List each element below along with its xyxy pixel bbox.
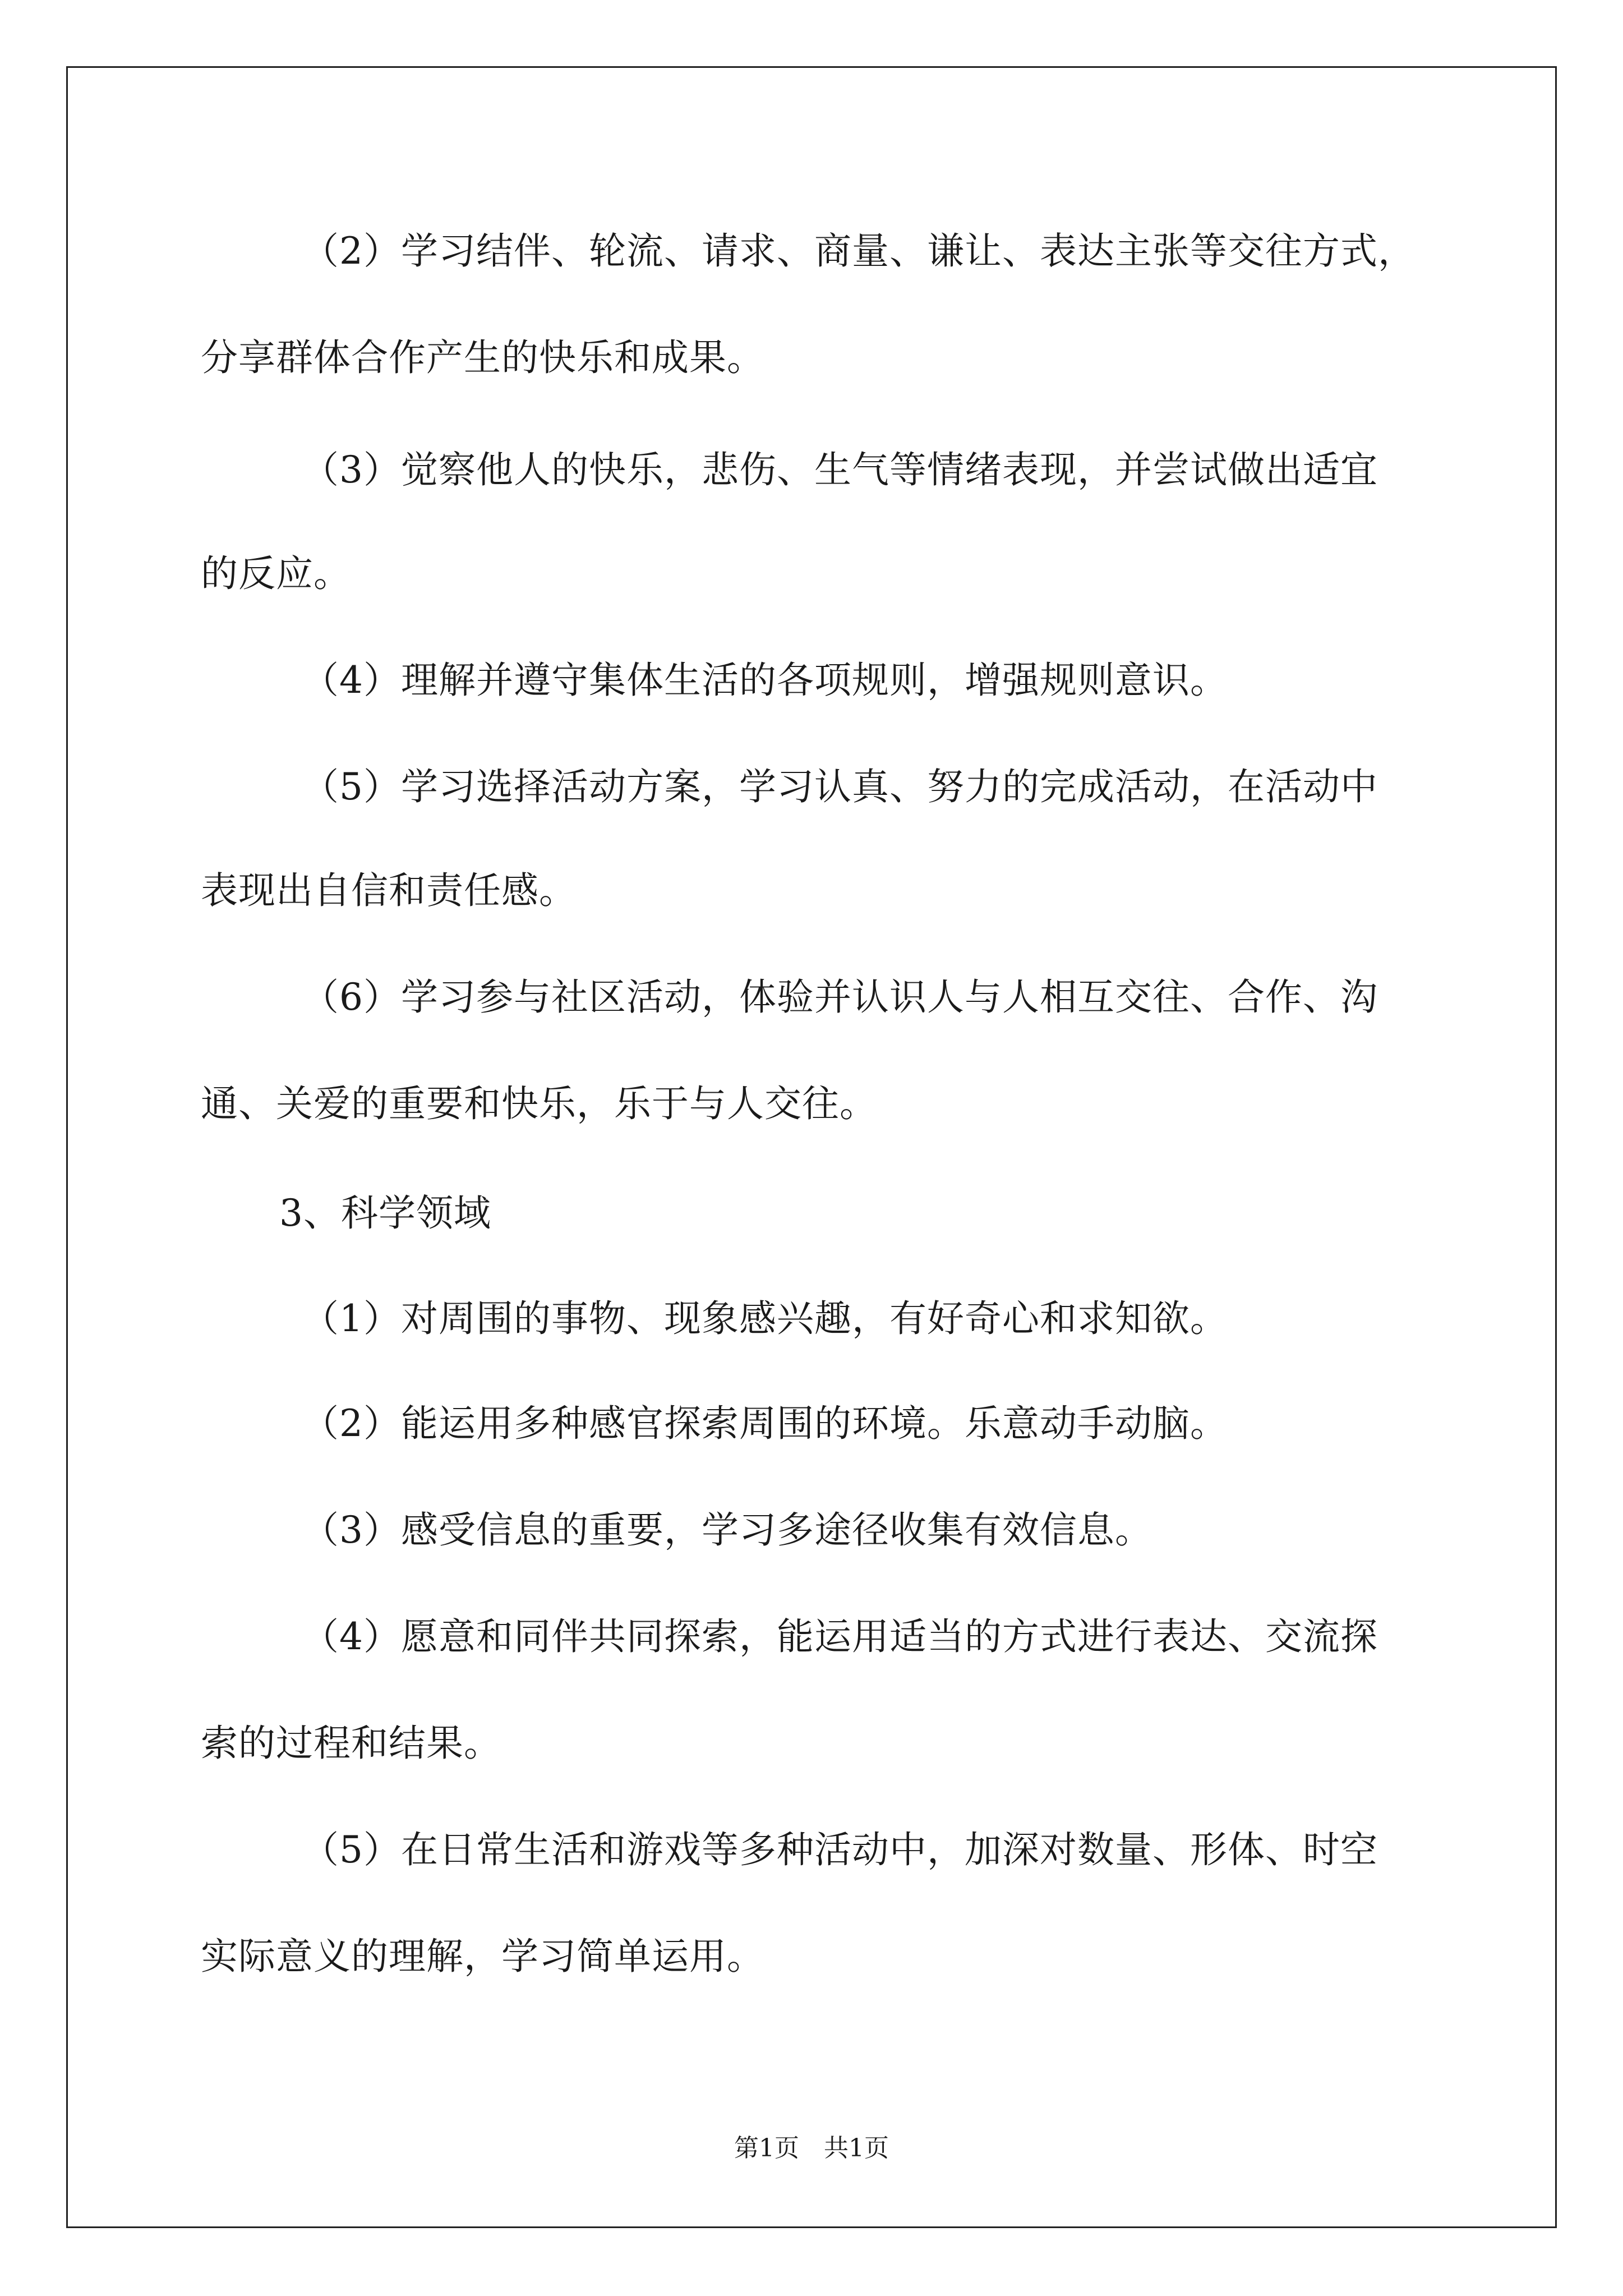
paragraph-line: （4）理解并遵守集体生活的各项规则，增强规则意识。 <box>302 659 1228 702</box>
paragraph-line: 索的过程和结果。 <box>201 1722 501 1765</box>
paragraph-line: （5）在日常生活和游戏等多种活动中，加深对数量、形体、时空 <box>302 1828 1378 1871</box>
paragraph-line: （2）学习结伴、轮流、请求、商量、谦让、表达主张等交往方式， <box>302 229 1415 273</box>
paragraph-line: 分享群体合作产生的快乐和成果。 <box>201 336 764 379</box>
page-border <box>66 66 1557 2228</box>
paragraph-line: （2）能运用多种感官探索周围的环境。乐意动手动脑。 <box>302 1402 1228 1445</box>
page-footer: 第1页 共1页 <box>734 2134 889 2162</box>
paragraph-line: （3）感受信息的重要，学习多途径收集有效信息。 <box>302 1508 1152 1552</box>
paragraph-line: 实际意义的理解，学习简单运用。 <box>201 1935 764 1978</box>
section-heading: 3、科学领域 <box>279 1191 491 1235</box>
paragraph-line: 表现出自信和责任感。 <box>201 869 577 912</box>
paragraph-line: （1）对周围的事物、现象感兴趣，有好奇心和求知欲。 <box>302 1297 1228 1340</box>
paragraph-line: （4）愿意和同伴共同探索，能运用适当的方式进行表达、交流探 <box>302 1615 1378 1658</box>
paragraph-line: （5）学习选择活动方案，学习认真、努力的完成活动，在活动中 <box>302 765 1378 808</box>
paragraph-line: （3）觉察他人的快乐，悲伤、生气等情绪表现，并尝试做出适宜 <box>302 448 1378 491</box>
paragraph-line: 通、关爱的重要和快乐，乐于与人交往。 <box>201 1082 877 1125</box>
paragraph-line: （6）学习参与社区活动，体验并认识人与人相互交往、合作、沟 <box>302 976 1378 1019</box>
paragraph-line: 的反应。 <box>201 552 351 595</box>
